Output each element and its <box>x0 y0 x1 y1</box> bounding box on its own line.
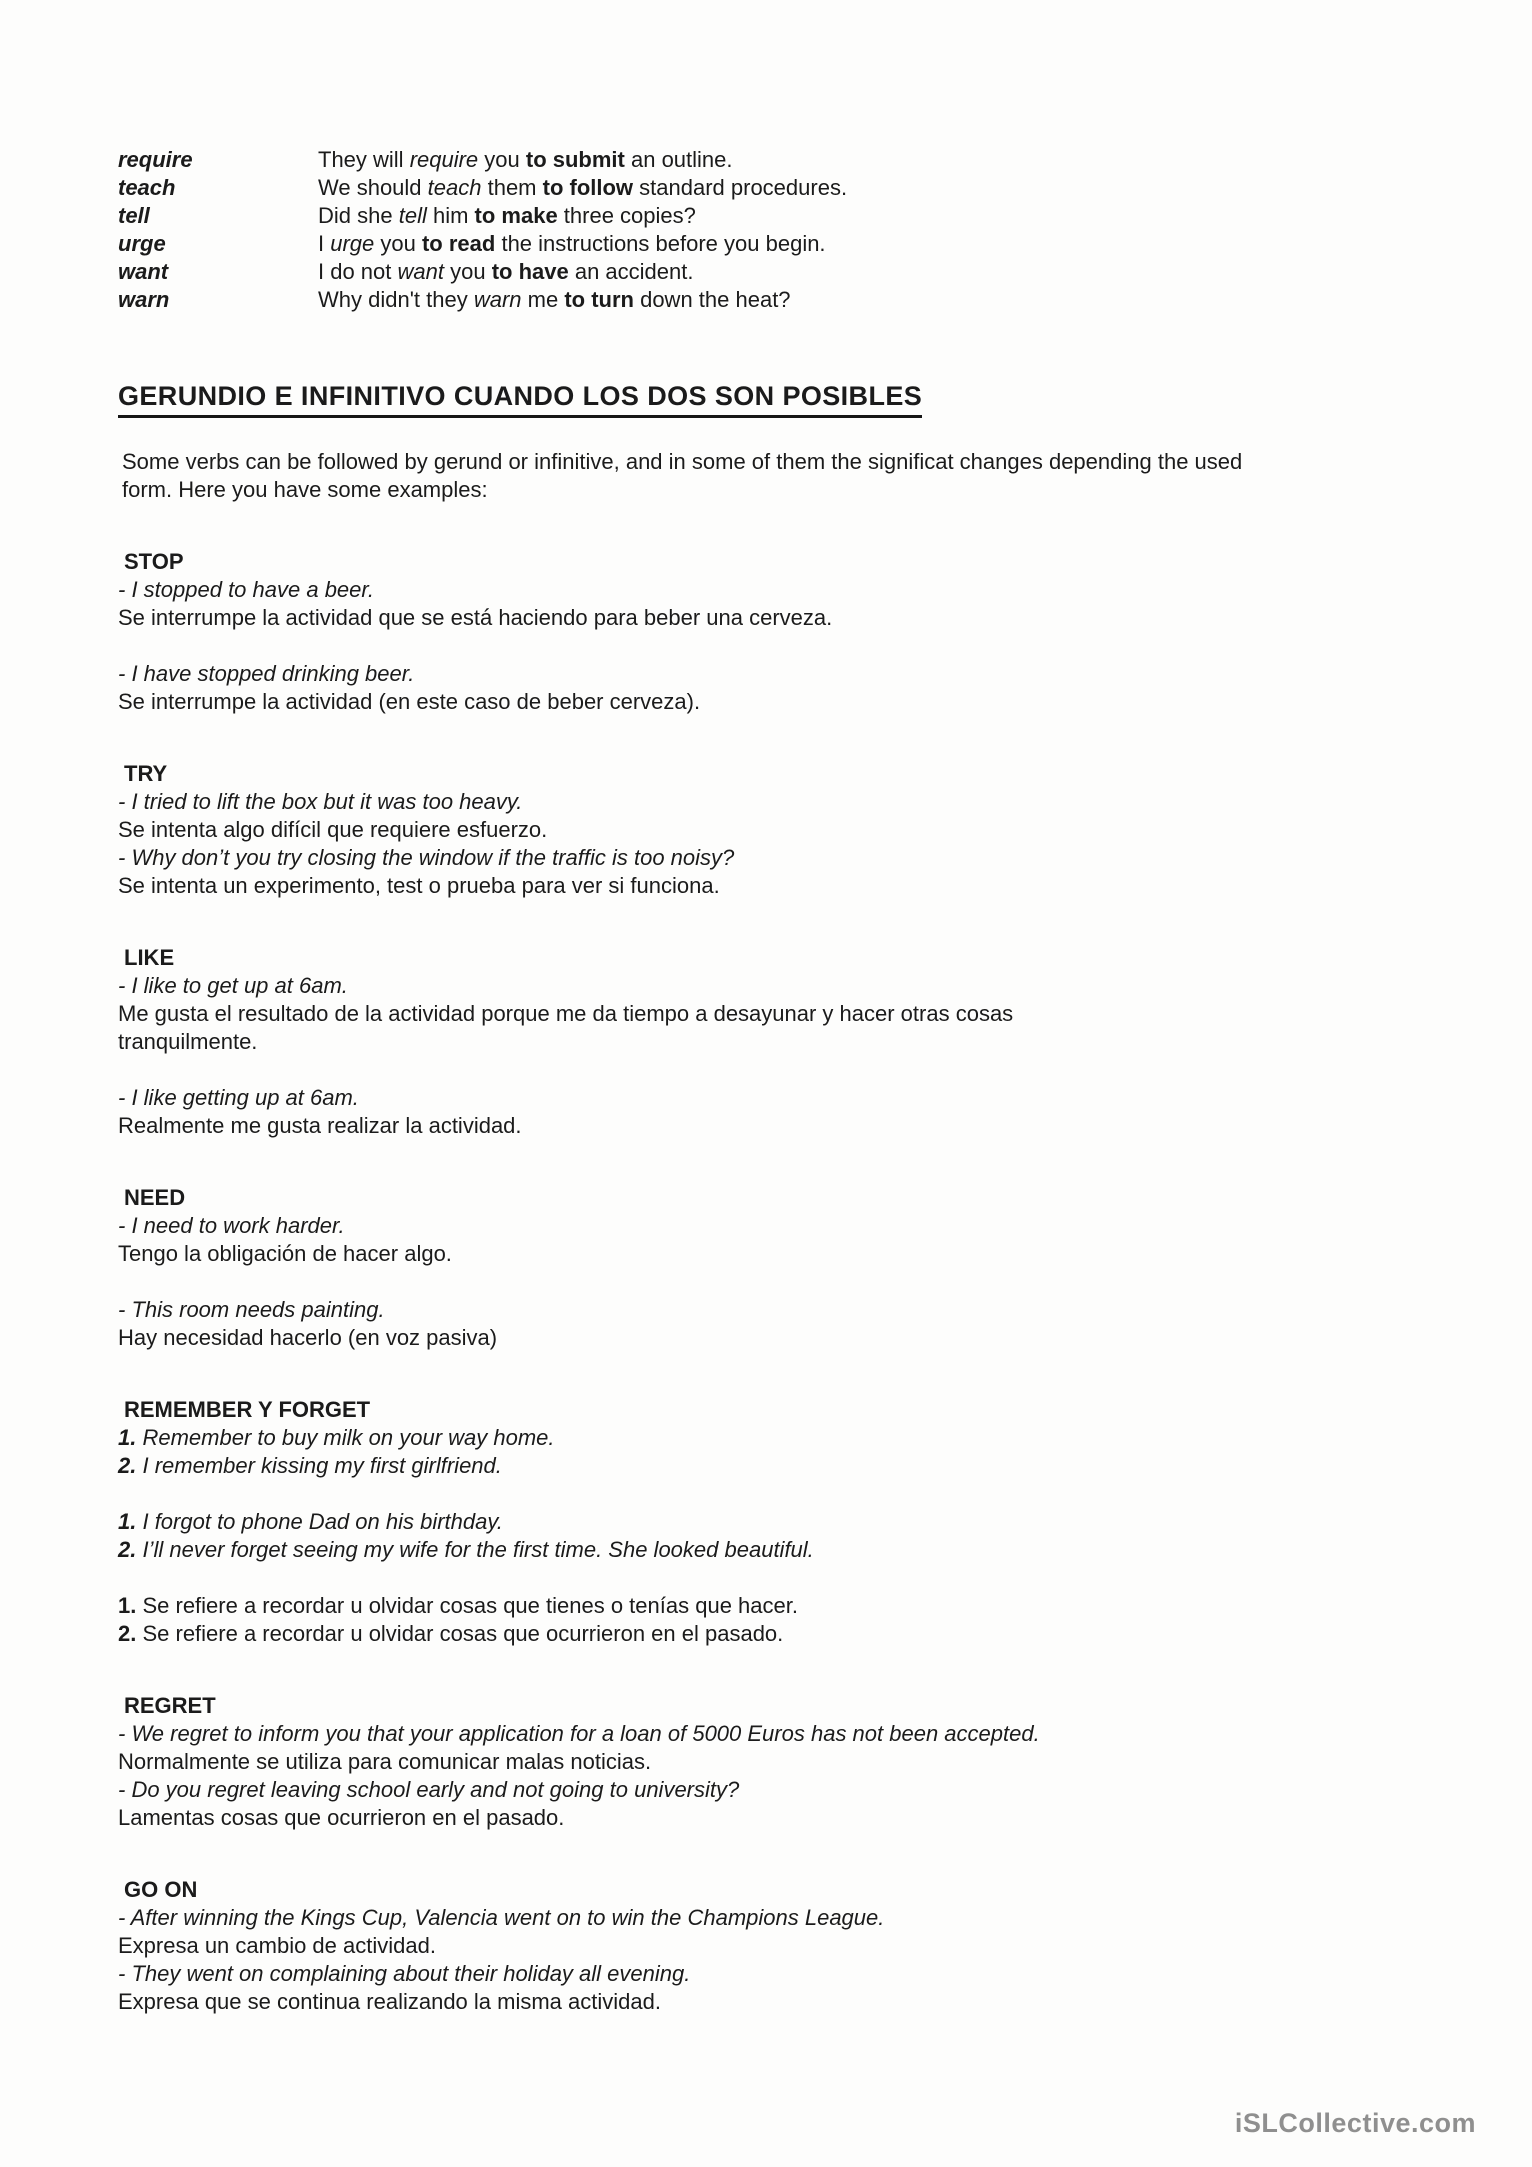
verb-label: warn <box>118 287 170 312</box>
text-segment: 2. <box>118 1537 143 1562</box>
section-go-on <box>118 1876 1506 2016</box>
text-line <box>118 1084 1506 1112</box>
intro-paragraph <box>122 448 1506 504</box>
verb-example-sentence <box>318 286 1506 314</box>
text-segment: - I need to work harder. <box>118 1213 345 1238</box>
sections-container <box>118 548 1506 2016</box>
text-segment: Hay necesidad hacerlo (en voz pasiva) <box>118 1325 498 1350</box>
text-line <box>118 1028 1506 1056</box>
page-title <box>118 378 1506 418</box>
text-segment: him <box>426 203 475 228</box>
verb-label: want <box>118 259 169 284</box>
text-segment: Expresa un cambio de actividad. <box>118 1933 436 1958</box>
text-segment: Expresa que se continua realizando la misma actividad. <box>118 1989 661 2014</box>
section-like <box>118 944 1506 1140</box>
text-segment: an accident. <box>568 259 694 284</box>
section-title: STOP <box>124 549 184 574</box>
text-segment: 2. <box>118 1621 143 1646</box>
text-segment: Why didn't they <box>318 287 474 312</box>
text-segment: 2. <box>118 1453 143 1478</box>
text-segment: Did she <box>318 203 399 228</box>
verb-examples-table <box>118 146 1506 314</box>
section-need <box>118 1184 1506 1352</box>
verb-example-sentence <box>318 174 1506 202</box>
text-segment: tranquilmente. <box>118 1029 258 1054</box>
text-segment: tell <box>398 203 427 228</box>
section-remember-forget <box>118 1396 1506 1648</box>
text-segment: the instructions before you begin. <box>495 231 826 256</box>
text-segment: to read <box>421 231 496 256</box>
section-title: LIKE <box>124 945 175 970</box>
text-line <box>118 688 1506 716</box>
text-line <box>118 1804 1506 1832</box>
text-segment: you <box>444 259 492 284</box>
text-segment: you <box>478 147 526 172</box>
text-segment: down the heat? <box>633 287 791 312</box>
text-segment: an outline. <box>624 147 733 172</box>
verb-example-sentence <box>318 202 1506 230</box>
text-segment: to follow <box>542 175 634 200</box>
text-line <box>118 1932 1506 1960</box>
text-line <box>118 1212 1506 1240</box>
text-line <box>118 844 1506 872</box>
text-segment: you <box>374 231 422 256</box>
text-segment: - I tried to lift the box but it was too heavy. <box>118 789 523 814</box>
blank-line <box>118 1056 1506 1084</box>
text-line <box>118 788 1506 816</box>
text-segment: I <box>318 231 331 256</box>
verb-label: require <box>118 147 193 172</box>
text-segment: them <box>481 175 543 200</box>
text-line <box>118 1904 1506 1932</box>
verb-row <box>118 146 1506 174</box>
text-segment: Me gusta el resultado de la actividad porque me da tiempo a desayunar y hacer otras cosas <box>118 1001 1014 1026</box>
text-segment: to make <box>474 203 558 228</box>
text-line <box>118 576 1506 604</box>
verb-row <box>118 230 1506 258</box>
section-title: REGRET <box>124 1693 216 1718</box>
text-segment: standard procedures. <box>633 175 848 200</box>
text-line <box>118 1592 1506 1620</box>
text-segment: Se refiere a recordar u olvidar cosas que tienes o tenías que hacer. <box>142 1593 798 1618</box>
text-segment: 1. <box>118 1593 143 1618</box>
text-segment: We should <box>318 175 428 200</box>
text-segment: Se interrumpe la actividad (en este caso de beber cerveza). <box>118 689 701 714</box>
text-segment: teach <box>427 175 482 200</box>
text-segment: Se intenta un experimento, test o prueba para ver si funciona. <box>118 873 720 898</box>
text-segment: I do not <box>318 259 398 284</box>
section-try <box>118 760 1506 900</box>
text-segment: Normalmente se utiliza para comunicar malas noticias. <box>118 1749 652 1774</box>
text-segment: Realmente me gusta realizar la actividad. <box>118 1113 522 1138</box>
intro-line: Some verbs can be followed by gerund or infinitive, and in some of them the significat changes depending the used <box>122 449 1243 474</box>
text-segment: warn <box>473 287 522 312</box>
text-segment: - I have stopped drinking beer. <box>118 661 415 686</box>
text-segment: want <box>397 259 444 284</box>
text-line <box>118 1112 1506 1140</box>
text-segment: urge <box>330 231 375 256</box>
text-segment: Tengo la obligación de hacer algo. <box>118 1241 452 1266</box>
text-line <box>118 1240 1506 1268</box>
verb-label: tell <box>118 203 150 228</box>
text-segment: 1. <box>118 1425 143 1450</box>
text-line <box>118 1988 1506 2016</box>
text-line <box>118 1776 1506 1804</box>
section-title: NEED <box>124 1185 186 1210</box>
section-title: GO ON <box>124 1877 198 1902</box>
section-stop <box>118 548 1506 716</box>
text-segment: to turn <box>564 287 634 312</box>
blank-line <box>118 1564 1506 1592</box>
text-line <box>118 1296 1506 1324</box>
page-title-text: GERUNDIO E INFINITIVO CUANDO LOS DOS SON POSIBLES <box>118 378 922 418</box>
blank-line <box>118 1268 1506 1296</box>
text-segment: - I like to get up at 6am. <box>118 973 348 998</box>
text-segment: Se interrumpe la actividad que se está haciendo para beber una cerveza. <box>118 605 833 630</box>
text-line <box>118 1000 1506 1028</box>
text-segment: Se intenta algo difícil que requiere esfuerzo. <box>118 817 548 842</box>
text-segment: Remember to buy milk on your way home. <box>142 1425 555 1450</box>
text-segment: 1. <box>118 1509 143 1534</box>
text-line <box>118 1620 1506 1648</box>
text-line <box>118 1960 1506 1988</box>
verb-example-sentence <box>318 146 1506 174</box>
text-line <box>118 872 1506 900</box>
text-segment: - This room needs painting. <box>118 1297 385 1322</box>
verb-label: teach <box>118 175 176 200</box>
watermark: iSLCollective.com <box>1234 2108 1476 2138</box>
text-segment: to submit <box>525 147 625 172</box>
text-line <box>118 1720 1506 1748</box>
verb-row <box>118 174 1506 202</box>
text-segment: three copies? <box>557 203 696 228</box>
text-segment: - I like getting up at 6am. <box>118 1085 359 1110</box>
verb-row <box>118 286 1506 314</box>
verb-row <box>118 258 1506 286</box>
intro-line: form. Here you have some examples: <box>122 477 488 502</box>
text-segment: I remember kissing my first girlfriend. <box>142 1453 502 1478</box>
verb-row <box>118 202 1506 230</box>
text-line <box>118 816 1506 844</box>
text-line <box>118 972 1506 1000</box>
text-segment: me <box>521 287 565 312</box>
section-title: TRY <box>124 761 168 786</box>
text-segment: I forgot to phone Dad on his birthday. <box>142 1509 503 1534</box>
verb-label: urge <box>118 231 166 256</box>
text-segment: Lamentas cosas que ocurrieron en el pasado. <box>118 1805 565 1830</box>
text-line <box>118 1748 1506 1776</box>
text-line <box>118 1508 1506 1536</box>
text-line <box>118 660 1506 688</box>
text-line <box>118 604 1506 632</box>
section-title: REMEMBER Y FORGET <box>124 1397 371 1422</box>
text-segment: I’ll never forget seeing my wife for the first time. She looked beautiful. <box>142 1537 814 1562</box>
verb-example-sentence <box>318 230 1506 258</box>
text-line <box>118 1324 1506 1352</box>
blank-line <box>118 1480 1506 1508</box>
text-line <box>118 1536 1506 1564</box>
text-segment: - I stopped to have a beer. <box>118 577 375 602</box>
text-line <box>118 1424 1506 1452</box>
blank-line <box>118 632 1506 660</box>
text-segment: - They went on complaining about their holiday all evening. <box>118 1961 691 1986</box>
text-line <box>118 1452 1506 1480</box>
text-segment: require <box>409 147 479 172</box>
text-segment: to have <box>491 259 569 284</box>
text-segment: - Why don’t you try closing the window if the traffic is too noisy? <box>118 845 735 870</box>
text-segment: - After winning the Kings Cup, Valencia went on to win the Champions League. <box>118 1905 885 1930</box>
text-segment: They will <box>318 147 410 172</box>
text-segment: - Do you regret leaving school early and not going to university? <box>118 1777 740 1802</box>
verb-example-sentence <box>318 258 1506 286</box>
text-segment: - We regret to inform you that your application for a loan of 5000 Euros has not been accepted. <box>118 1721 1040 1746</box>
section-regret <box>118 1692 1506 1832</box>
text-segment: Se refiere a recordar u olvidar cosas que ocurrieron en el pasado. <box>142 1621 784 1646</box>
